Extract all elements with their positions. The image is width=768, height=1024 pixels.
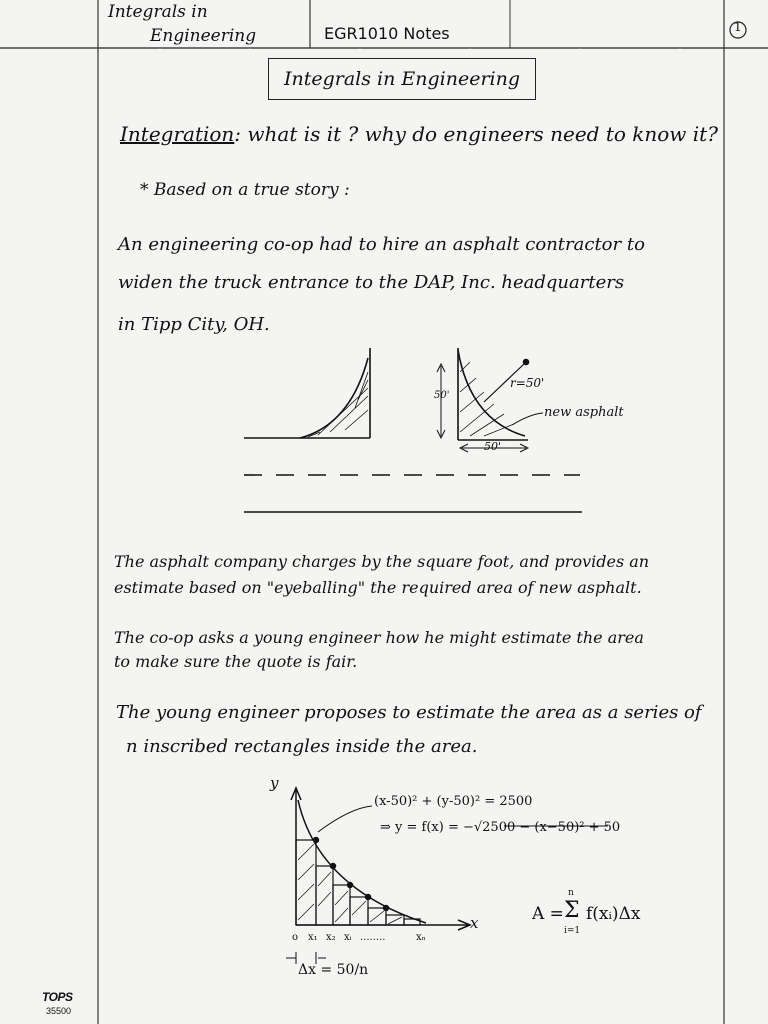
radius-label: r=50' xyxy=(510,376,545,390)
paragraph1-line2: widen the truck entrance to the DAP, Inc. headquarters xyxy=(118,272,625,293)
integration-label: Integration xyxy=(120,122,235,146)
paragraph1-line1: An engineering co-op had to hire an asphalt contractor to xyxy=(118,234,645,255)
function-equation: ⇒ y = f(x) = −√2500 − (x−50)² + 50 xyxy=(380,820,621,835)
paragraph4-line1: The young engineer proposes to estimate the area as a series of xyxy=(116,702,702,723)
header-course: EGR1010 Notes xyxy=(324,24,450,43)
formula-lhs: A = xyxy=(532,904,564,924)
tick-x2: x₂ xyxy=(326,932,336,943)
tick-x1: x₁ xyxy=(308,932,318,943)
tick-dots: ........ xyxy=(360,932,386,943)
tops-logo: TOPS xyxy=(42,990,73,1004)
new-asphalt-label: new asphalt xyxy=(544,405,624,420)
tops-number: 35500 xyxy=(46,1006,72,1016)
y-axis-label: y xyxy=(270,774,279,792)
tick-xi: xᵢ xyxy=(344,932,352,943)
tick-xn: xₙ xyxy=(416,932,426,943)
height-label: 50' xyxy=(434,390,450,401)
page-title: Integrals in Engineering xyxy=(268,58,536,100)
formula-sum-symbol: Σ xyxy=(564,898,580,923)
paragraph3-line2: to make sure the quote is fair. xyxy=(114,652,358,671)
paragraph3-line1: The co-op asks a young engineer how he might estimate the area xyxy=(114,628,644,647)
formula-sum-top: n xyxy=(568,888,574,898)
paragraph1-line3: in Tipp City, OH. xyxy=(118,314,270,335)
paragraph2-line2: estimate based on "eyeballing" the required area of new asphalt. xyxy=(114,578,642,597)
entrance-sketch xyxy=(244,348,582,512)
x-axis-label: x xyxy=(470,914,479,932)
header-topic-line2: Engineering xyxy=(150,26,257,46)
width-label: 50' xyxy=(484,440,502,453)
paragraph4-line2: n inscribed rectangles inside the area. xyxy=(126,736,478,757)
page-number: 1 xyxy=(734,20,742,34)
story-label: * Based on a true story : xyxy=(140,180,350,200)
tick-o: o xyxy=(292,932,299,943)
question-line xyxy=(120,122,718,146)
circle-equation: (x-50)² + (y-50)² = 2500 xyxy=(374,794,533,809)
header-topic-line1: Integrals in xyxy=(108,2,208,22)
corner-detail-sketch xyxy=(437,348,543,452)
question-text: : what is it ? why do engineers need to know it? xyxy=(234,122,718,146)
delta-x-label: Δx = 50/n xyxy=(298,962,369,978)
paragraph2-line1: The asphalt company charges by the square foot, and provides an xyxy=(114,552,650,571)
formula-body: f(xᵢ)Δx xyxy=(586,904,641,924)
formula-sum-bottom: i=1 xyxy=(564,926,581,936)
